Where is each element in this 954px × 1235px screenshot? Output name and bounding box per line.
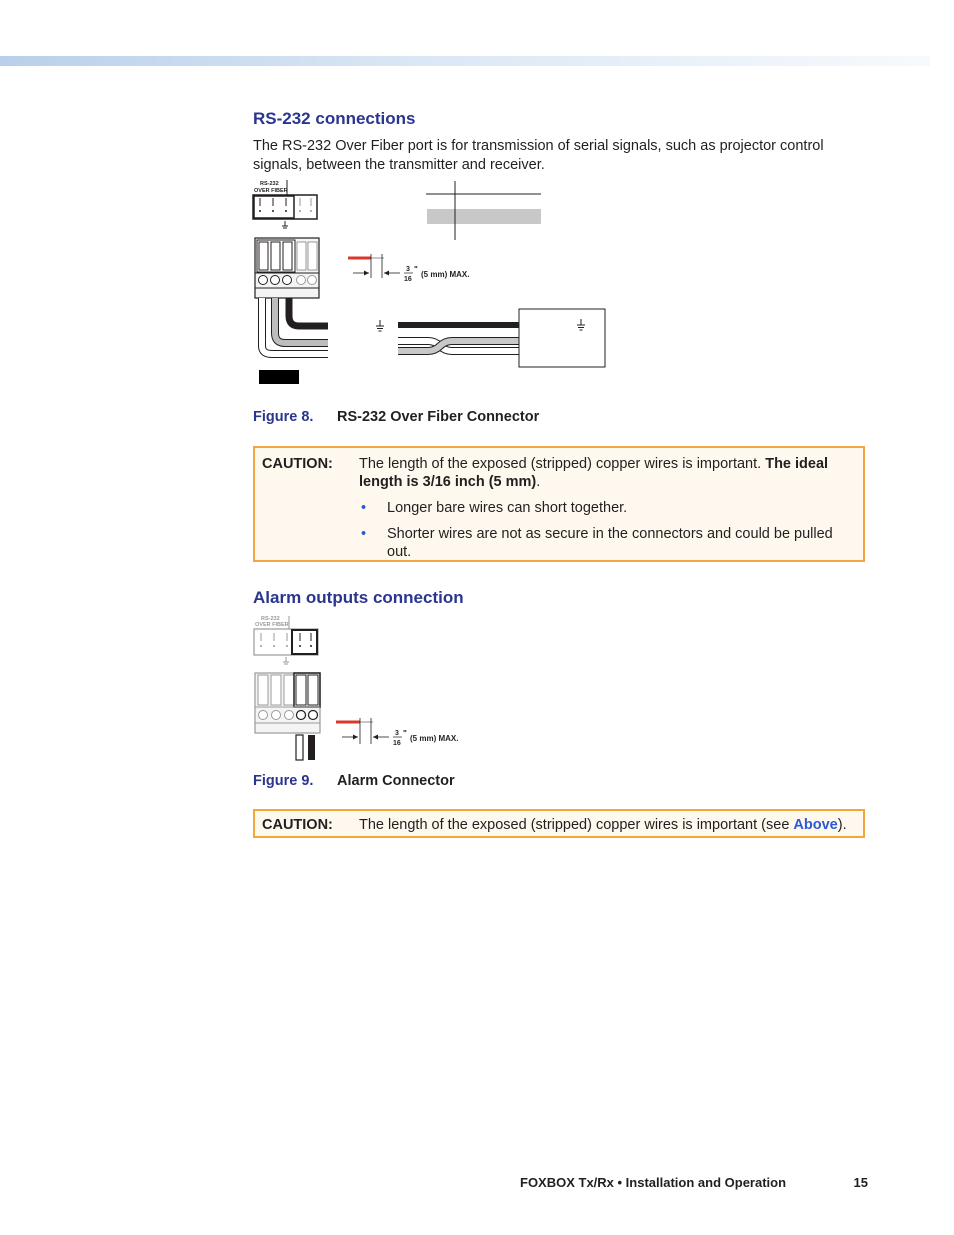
figure-number: Figure 8. bbox=[253, 409, 314, 425]
caution-box-2 bbox=[253, 809, 865, 838]
header-band bbox=[0, 56, 930, 66]
caution-label: CAUTION: bbox=[262, 817, 333, 833]
figure-number: Figure 9. bbox=[253, 773, 314, 789]
figure8-caption bbox=[253, 409, 539, 425]
device-box bbox=[519, 309, 605, 367]
svg-text:(5 mm) MAX.: (5 mm) MAX. bbox=[421, 270, 470, 279]
ground-icon bbox=[282, 221, 288, 228]
panel-port bbox=[253, 195, 317, 219]
caution-label: CAUTION: bbox=[262, 456, 333, 472]
captive-screw-plug bbox=[255, 238, 319, 298]
footer-doc-title: FOXBOX Tx/Rx • Installation and Operation bbox=[520, 1175, 787, 1190]
alarm-connector-diagram bbox=[250, 612, 480, 764]
bullet-icon: • bbox=[361, 500, 367, 516]
ground-icon bbox=[376, 320, 384, 331]
port-label-line2: OVER FIBER bbox=[254, 188, 288, 194]
bullet-icon: • bbox=[361, 526, 367, 542]
svg-text:": " bbox=[414, 265, 418, 274]
list-item: • Longer bare wires can short together. bbox=[361, 500, 628, 516]
svg-text:": " bbox=[403, 729, 407, 738]
caution-bullets bbox=[359, 499, 855, 561]
svg-text:3: 3 bbox=[395, 730, 399, 737]
svg-text:3: 3 bbox=[406, 266, 410, 273]
caution-content: The length of the exposed (stripped) copper wires is important (see Above). bbox=[359, 817, 847, 833]
above-link[interactable]: Above bbox=[793, 817, 838, 833]
figure-title: RS-232 Over Fiber Connector bbox=[337, 409, 540, 425]
strip-length-indicator bbox=[348, 254, 469, 283]
panel-port bbox=[254, 629, 318, 655]
caution-text: The length of the exposed (stripped) copper wires is important. The ideal length is 3/16 inch (5 mm). bbox=[359, 456, 829, 490]
list-item: • Shorter wires are not as secure in the connectors and could be pulled out. bbox=[361, 526, 833, 560]
caution-content bbox=[359, 455, 855, 569]
svg-text:OVER FIBER: OVER FIBER bbox=[255, 622, 289, 628]
strip-length-indicator bbox=[336, 718, 458, 747]
captive-screw-plug bbox=[255, 673, 320, 733]
svg-text:16: 16 bbox=[404, 276, 412, 283]
rs232-paragraph: The RS-232 Over Fiber port is for transmission of serial signals, such as projector control signals, between the transmitter and receiver. bbox=[253, 138, 824, 173]
svg-text:(5 mm) MAX.: (5 mm) MAX. bbox=[410, 734, 459, 743]
ground-icon bbox=[283, 657, 289, 664]
label-block bbox=[259, 370, 299, 384]
port-label-line1: RS-232 bbox=[260, 181, 279, 187]
section-heading-rs232: RS-232 connections bbox=[253, 109, 416, 128]
caution-box-1 bbox=[253, 446, 865, 562]
section-heading-alarm: Alarm outputs connection bbox=[253, 588, 464, 607]
page-footer bbox=[520, 1175, 870, 1190]
rs232-connector-diagram bbox=[250, 176, 615, 388]
svg-text:RS-232: RS-232 bbox=[261, 616, 280, 622]
figure9-caption bbox=[253, 773, 455, 789]
svg-text:16: 16 bbox=[393, 740, 401, 747]
figure-title: Alarm Connector bbox=[337, 773, 455, 789]
page-number: 15 bbox=[853, 1175, 868, 1190]
